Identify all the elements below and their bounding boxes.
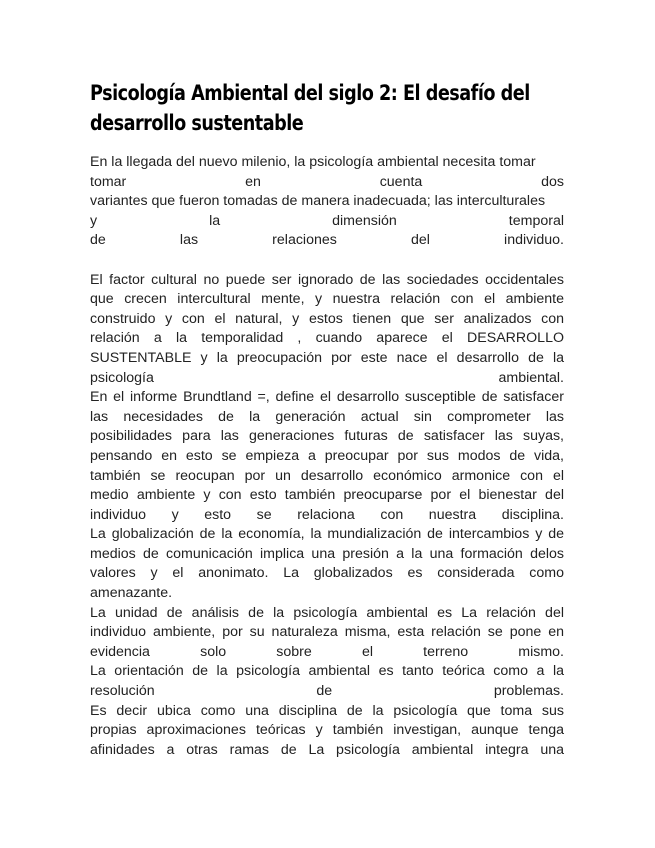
text-line: amenazante. xyxy=(90,585,173,602)
text-line: posibilidades para las generaciones futuras de satisfacer las suyas, xyxy=(90,428,564,445)
text-line: que crecen intercultural mente, y nuestra relación con el ambiente xyxy=(90,291,564,308)
text-line: y la dimensión temporal xyxy=(90,212,564,229)
text-line: pensando en esto se empieza a preocupar por sus modos de vida, xyxy=(90,447,564,464)
text-line: medios de comunicación implica una presión a la una formación delos xyxy=(90,545,564,562)
text-line: psicología ambiental. xyxy=(90,369,564,386)
text-line: individuo y esto se relaciona con nuestra disciplina. xyxy=(90,506,564,523)
text-line: construido y con el natural, y estos tienen que ser analizados con xyxy=(90,310,564,327)
text-line: propias aproximaciones teóricas y también investigan, aunque tenga xyxy=(90,722,564,739)
text-line: afinidades a otras ramas de La psicología ambiental integra una xyxy=(90,741,564,758)
text-line: las necesidades de la generación actual sin comprometer las xyxy=(90,408,564,425)
text-line: también se reocupan por un desarrollo económico armonice con el xyxy=(90,467,564,484)
text-line: medio ambiente y con esto también preocuparse por el bienestar del xyxy=(90,487,564,504)
text-line: En la llegada del nuevo milenio, la psicología ambiental necesita tomar xyxy=(90,154,536,170)
text-line: Es decir ubica como una disciplina de la psicología que toma sus xyxy=(90,702,564,719)
text-line: resolución de problemas. xyxy=(90,683,564,700)
document-body xyxy=(90,153,564,760)
text-line: individuo ambiente, por su naturaleza misma, esta relación se pone en xyxy=(90,624,564,641)
text-line: La unidad de análisis de la psicología ambiental es La relación del xyxy=(90,604,564,621)
paragraph-spacer xyxy=(90,251,564,271)
text-line: relación a la temporalidad , cuando aparece el DESARROLLO xyxy=(90,330,564,347)
text-line: tomar en cuenta dos xyxy=(90,173,564,190)
text-line: valores y el anonimato. La globalizados es considerada como xyxy=(90,565,564,582)
text-line: La globalización de la economía, la mundialización de intercambios y de xyxy=(90,526,564,543)
text-line: En el informe Brundtland =, define el desarrollo susceptible de satisfacer xyxy=(90,389,564,406)
text-line: de las relaciones del individuo. xyxy=(90,232,564,249)
paragraph-1 xyxy=(90,153,564,251)
text-line: variantes que fueron tomadas de manera inadecuada; las interculturales xyxy=(90,193,546,210)
document-title: Psicología Ambiental del siglo 2: El desafío del desarrollo sustentable xyxy=(90,81,530,135)
text-line: SUSTENTABLE y la preocupación por este nace el desarrollo de la xyxy=(90,349,564,366)
paragraph-2 xyxy=(90,271,564,761)
text-line: evidencia solo sobre el terreno mismo. xyxy=(90,643,564,660)
text-line: El factor cultural no puede ser ignorado de las sociedades occidentales xyxy=(90,271,564,288)
text-line: La orientación de la psicología ambiental es tanto teórica como a la xyxy=(90,663,564,680)
